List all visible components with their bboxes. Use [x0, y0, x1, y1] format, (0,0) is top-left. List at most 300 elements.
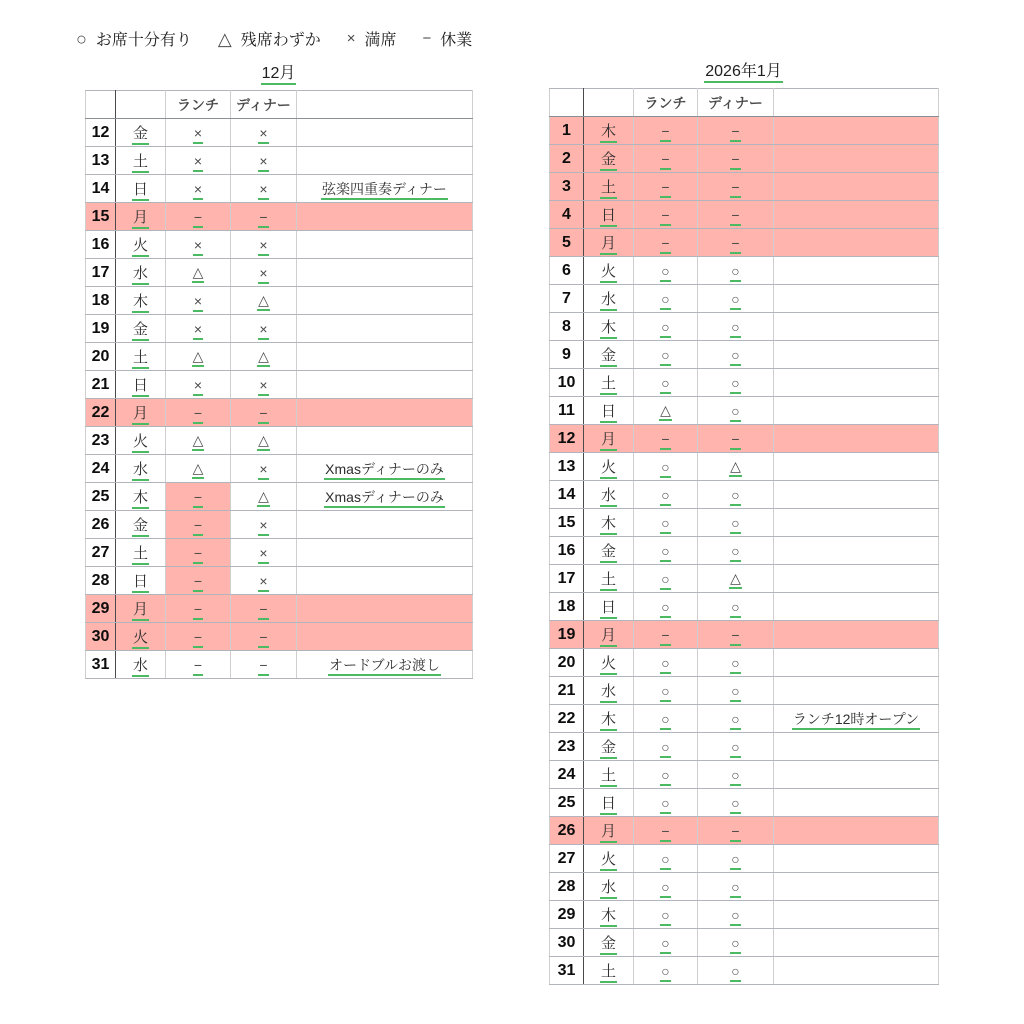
schedule-row: [550, 957, 939, 985]
note-cell: [774, 817, 939, 845]
day-of-week: 木: [132, 489, 149, 509]
availability-symbol: ×: [193, 321, 203, 340]
availability-symbol: ○: [660, 375, 670, 394]
dinner-cell: [231, 511, 297, 539]
legend-item-few-seats: [218, 27, 321, 50]
availability-symbol: ×: [193, 181, 203, 200]
availability-symbol: ○: [730, 403, 740, 422]
availability-symbol: ○: [730, 851, 740, 870]
availability-symbol: ○: [660, 711, 670, 730]
availability-symbol: −: [730, 431, 740, 450]
lunch-cell: [634, 537, 698, 565]
day-of-week: 月: [600, 627, 617, 647]
day-of-week: 火: [600, 459, 617, 479]
day-cell: [584, 901, 634, 929]
date-number: 22: [91, 403, 110, 421]
date-number: 29: [91, 599, 110, 617]
date-cell: [550, 733, 584, 761]
note-cell: [774, 257, 939, 285]
availability-symbol: −: [258, 657, 268, 676]
date-cell: [550, 341, 584, 369]
note-cell: [297, 567, 473, 595]
schedule-row: [86, 175, 473, 203]
date-cell: [86, 259, 116, 287]
dinner-cell: [231, 623, 297, 651]
day-cell: [116, 595, 166, 623]
lunch-cell: [634, 873, 698, 901]
dinner-cell: [698, 369, 774, 397]
availability-symbol: −: [660, 823, 670, 842]
date-number: 18: [91, 291, 110, 309]
note-cell: [297, 343, 473, 371]
availability-symbol: −: [258, 209, 268, 228]
schedule-row: [550, 341, 939, 369]
january-table: [549, 88, 939, 985]
dinner-header: ディナー: [698, 89, 774, 117]
lunch-cell: [634, 593, 698, 621]
day-cell: [584, 257, 634, 285]
day-of-week: 金: [132, 125, 149, 145]
day-of-week: 日: [600, 207, 617, 227]
date-cell: [550, 565, 584, 593]
availability-symbol: ×: [193, 293, 203, 312]
availability-symbol: ×: [258, 321, 268, 340]
schedule-row: [86, 539, 473, 567]
lunch-cell: [634, 285, 698, 313]
note-cell: [774, 509, 939, 537]
day-of-week: 金: [132, 517, 149, 537]
dinner-cell: [698, 453, 774, 481]
availability-symbol: ○: [660, 795, 670, 814]
schedule-row: [550, 593, 939, 621]
lunch-cell: [634, 509, 698, 537]
december-title: 12月: [85, 60, 472, 83]
cross-icon: ×: [346, 30, 356, 47]
date-cell: [550, 285, 584, 313]
date-number: 15: [91, 207, 110, 225]
availability-symbol: −: [193, 517, 203, 536]
lunch-cell: [634, 845, 698, 873]
day-of-week: 水: [132, 657, 149, 677]
note-cell: [297, 595, 473, 623]
lunch-cell: [634, 397, 698, 425]
date-cell: [550, 873, 584, 901]
date-number: 30: [91, 627, 110, 645]
december-schedule: [85, 60, 472, 679]
date-number: 20: [91, 347, 110, 365]
day-cell: [584, 481, 634, 509]
date-cell: [86, 147, 116, 175]
availability-symbol: ○: [660, 879, 670, 898]
availability-symbol: ○: [660, 347, 670, 366]
availability-symbol: −: [193, 209, 203, 228]
availability-symbol: ×: [258, 573, 268, 592]
day-cell: [584, 453, 634, 481]
availability-symbol: ×: [258, 517, 268, 536]
day-of-week: 金: [600, 739, 617, 759]
january-title: 2026年1月: [549, 58, 938, 81]
lunch-cell: [166, 455, 231, 483]
lunch-cell: [166, 623, 231, 651]
dinner-cell: [698, 929, 774, 957]
date-cell: [86, 371, 116, 399]
date-cell: [86, 455, 116, 483]
availability-symbol: −: [730, 207, 740, 226]
schedule-row: [86, 147, 473, 175]
schedule-row: [550, 705, 939, 733]
schedule-row: [550, 621, 939, 649]
day-cell: [584, 285, 634, 313]
availability-symbol: ○: [730, 683, 740, 702]
day-cell: [116, 483, 166, 511]
availability-symbol: ×: [258, 377, 268, 396]
date-cell: [550, 201, 584, 229]
dinner-cell: [231, 427, 297, 455]
day-cell: [116, 147, 166, 175]
lunch-cell: [166, 483, 231, 511]
availability-symbol: ×: [258, 153, 268, 172]
day-of-week: 日: [132, 377, 149, 397]
availability-symbol: △: [192, 348, 205, 367]
lunch-cell: [634, 201, 698, 229]
lunch-cell: [634, 789, 698, 817]
dinner-cell: [698, 677, 774, 705]
availability-symbol: △: [257, 292, 270, 311]
day-cell: [584, 117, 634, 145]
note-cell: [774, 845, 939, 873]
availability-symbol: ○: [730, 599, 740, 618]
date-number: 6: [562, 261, 571, 279]
note-cell: [774, 537, 939, 565]
availability-symbol: ×: [258, 545, 268, 564]
availability-symbol: ×: [258, 237, 268, 256]
day-cell: [584, 845, 634, 873]
date-number: 19: [557, 625, 576, 643]
day-of-week: 月: [600, 235, 617, 255]
date-number: 3: [562, 177, 571, 195]
note-cell: [774, 397, 939, 425]
date-number: 27: [91, 543, 110, 561]
availability-symbol: ○: [660, 655, 670, 674]
date-cell: [550, 173, 584, 201]
lunch-cell: [634, 425, 698, 453]
lunch-cell: [634, 761, 698, 789]
schedule-row: [550, 677, 939, 705]
availability-symbol: −: [730, 235, 740, 254]
day-cell: [584, 929, 634, 957]
date-cell: [550, 369, 584, 397]
dinner-cell: [698, 257, 774, 285]
legend: [76, 27, 472, 50]
schedule-row: [86, 119, 473, 147]
schedule-row: [550, 789, 939, 817]
day-of-week: 木: [600, 711, 617, 731]
lunch-cell: [166, 539, 231, 567]
dinner-cell: [698, 229, 774, 257]
date-number: 17: [91, 263, 110, 281]
date-cell: [550, 257, 584, 285]
date-header: [550, 89, 584, 117]
date-cell: [86, 287, 116, 315]
availability-symbol: −: [730, 823, 740, 842]
lunch-cell: [634, 453, 698, 481]
note-cell: [774, 369, 939, 397]
legend-label: 休業: [440, 32, 473, 49]
day-of-week: 月: [132, 209, 149, 229]
schedule-row: [86, 315, 473, 343]
day-cell: [584, 173, 634, 201]
day-of-week: 土: [132, 153, 149, 173]
lunch-cell: [166, 147, 231, 175]
date-number: 16: [557, 541, 576, 559]
day-of-week: 金: [600, 543, 617, 563]
note-cell: [774, 201, 939, 229]
day-of-week: 金: [600, 151, 617, 171]
lunch-cell: [634, 257, 698, 285]
january-schedule: [549, 58, 938, 985]
note-cell: [774, 705, 939, 733]
date-cell: [550, 649, 584, 677]
availability-symbol: −: [193, 545, 203, 564]
schedule-row: [86, 455, 473, 483]
day-of-week: 土: [132, 545, 149, 565]
note-cell: [297, 287, 473, 315]
day-cell: [584, 705, 634, 733]
schedule-row: [550, 649, 939, 677]
lunch-cell: [166, 511, 231, 539]
availability-symbol: ○: [730, 963, 740, 982]
availability-symbol: △: [192, 460, 205, 479]
note-text: Xmasディナーのみ: [324, 489, 445, 508]
note-cell: [774, 229, 939, 257]
note-cell: [297, 203, 473, 231]
day-of-week: 月: [600, 431, 617, 451]
dinner-cell: [231, 231, 297, 259]
date-cell: [86, 343, 116, 371]
date-header: [86, 91, 116, 119]
lunch-cell: [634, 901, 698, 929]
dinner-cell: [231, 399, 297, 427]
dinner-cell: [698, 649, 774, 677]
date-cell: [550, 509, 584, 537]
date-cell: [550, 145, 584, 173]
date-number: 11: [558, 401, 575, 419]
dinner-cell: [698, 565, 774, 593]
date-cell: [550, 705, 584, 733]
availability-symbol: ○: [730, 347, 740, 366]
date-number: 2: [562, 149, 571, 167]
day-cell: [116, 539, 166, 567]
day-cell: [116, 287, 166, 315]
schedule-row: [550, 397, 939, 425]
availability-symbol: ○: [730, 487, 740, 506]
note-cell: [297, 175, 473, 203]
availability-symbol: −: [660, 179, 670, 198]
availability-symbol: △: [257, 348, 270, 367]
dinner-header: ディナー: [231, 91, 297, 119]
availability-symbol: ○: [730, 795, 740, 814]
schedule-row: [550, 425, 939, 453]
note-cell: [297, 119, 473, 147]
lunch-cell: [634, 145, 698, 173]
lunch-header: ランチ: [634, 89, 698, 117]
date-number: 23: [91, 431, 110, 449]
availability-symbol: ○: [730, 739, 740, 758]
day-cell: [116, 315, 166, 343]
schedule-row: [550, 733, 939, 761]
day-of-week: 水: [600, 291, 617, 311]
day-of-week: 火: [600, 263, 617, 283]
date-number: 31: [91, 655, 110, 673]
schedule-row: [550, 565, 939, 593]
lunch-cell: [634, 229, 698, 257]
availability-symbol: ×: [193, 377, 203, 396]
note-cell: [774, 621, 939, 649]
availability-symbol: ○: [730, 935, 740, 954]
lunch-cell: [166, 427, 231, 455]
availability-symbol: −: [193, 629, 203, 648]
date-number: 17: [557, 569, 576, 587]
date-cell: [86, 231, 116, 259]
day-cell: [116, 203, 166, 231]
schedule-row: [550, 145, 939, 173]
availability-symbol: ○: [730, 543, 740, 562]
date-cell: [550, 929, 584, 957]
schedule-row: [86, 595, 473, 623]
dinner-cell: [231, 483, 297, 511]
dinner-cell: [698, 117, 774, 145]
dinner-cell: [698, 145, 774, 173]
day-of-week: 日: [600, 403, 617, 423]
dinner-cell: [698, 537, 774, 565]
date-cell: [86, 427, 116, 455]
day-cell: [584, 145, 634, 173]
date-cell: [86, 623, 116, 651]
date-cell: [86, 483, 116, 511]
lunch-cell: [166, 259, 231, 287]
date-cell: [86, 651, 116, 679]
availability-symbol: ×: [193, 237, 203, 256]
schedule-row: [550, 229, 939, 257]
day-cell: [116, 399, 166, 427]
lunch-cell: [634, 313, 698, 341]
lunch-cell: [166, 231, 231, 259]
availability-symbol: −: [193, 601, 203, 620]
date-cell: [550, 453, 584, 481]
date-cell: [550, 677, 584, 705]
availability-symbol: ○: [660, 571, 670, 590]
date-number: 30: [557, 933, 576, 951]
legend-item-available: [76, 27, 192, 50]
note-text: Xmasディナーのみ: [324, 461, 445, 480]
legend-item-closed: [423, 27, 473, 50]
note-cell: [297, 259, 473, 287]
triangle-icon: △: [217, 28, 232, 49]
day-of-week: 水: [600, 683, 617, 703]
lunch-cell: [634, 733, 698, 761]
day-cell: [584, 733, 634, 761]
date-number: 31: [557, 961, 576, 979]
date-cell: [86, 567, 116, 595]
schedule-row: [550, 257, 939, 285]
schedule-row: [86, 427, 473, 455]
dinner-cell: [231, 315, 297, 343]
day-cell: [116, 231, 166, 259]
date-cell: [550, 397, 584, 425]
schedule-row: [86, 259, 473, 287]
lunch-cell: [634, 369, 698, 397]
day-cell: [116, 259, 166, 287]
schedule-row: [86, 203, 473, 231]
availability-symbol: ×: [258, 265, 268, 284]
legend-label: 残席わずか: [240, 32, 321, 49]
dinner-cell: [231, 567, 297, 595]
date-number: 16: [91, 235, 110, 253]
availability-symbol: ○: [660, 963, 670, 982]
availability-symbol: −: [730, 123, 740, 142]
schedule-row: [86, 287, 473, 315]
availability-symbol: ○: [660, 851, 670, 870]
note-cell: [297, 651, 473, 679]
dinner-cell: [231, 371, 297, 399]
dinner-cell: [698, 957, 774, 985]
dinner-cell: [231, 147, 297, 175]
note-cell: [774, 173, 939, 201]
availability-symbol: ○: [730, 375, 740, 394]
day-header: [584, 89, 634, 117]
dinner-cell: [698, 845, 774, 873]
date-number: 24: [91, 459, 110, 477]
note-cell: [774, 285, 939, 313]
date-number: 12: [557, 429, 576, 447]
day-of-week: 月: [132, 405, 149, 425]
lunch-cell: [634, 481, 698, 509]
availability-symbol: ○: [730, 907, 740, 926]
availability-symbol: −: [660, 123, 670, 142]
lunch-cell: [634, 817, 698, 845]
availability-symbol: ×: [258, 125, 268, 144]
date-cell: [86, 203, 116, 231]
schedule-row: [550, 761, 939, 789]
day-of-week: 水: [600, 487, 617, 507]
schedule-row: [86, 399, 473, 427]
lunch-cell: [166, 567, 231, 595]
note-cell: [774, 649, 939, 677]
availability-symbol: ○: [660, 487, 670, 506]
header-row: [86, 91, 473, 119]
schedule-row: [550, 453, 939, 481]
date-number: 18: [557, 597, 576, 615]
lunch-cell: [634, 957, 698, 985]
availability-symbol: ×: [193, 153, 203, 172]
lunch-header: ランチ: [166, 91, 231, 119]
note-cell: [297, 315, 473, 343]
date-number: 21: [557, 681, 576, 699]
date-cell: [86, 119, 116, 147]
availability-symbol: ○: [660, 935, 670, 954]
date-number: 13: [91, 151, 110, 169]
lunch-cell: [634, 705, 698, 733]
availability-symbol: △: [659, 402, 672, 421]
availability-symbol: ○: [660, 459, 670, 478]
day-cell: [584, 537, 634, 565]
availability-symbol: −: [258, 601, 268, 620]
day-cell: [584, 565, 634, 593]
availability-symbol: ○: [730, 319, 740, 338]
schedule-row: [550, 509, 939, 537]
date-number: 14: [557, 485, 576, 503]
note-cell: [297, 427, 473, 455]
